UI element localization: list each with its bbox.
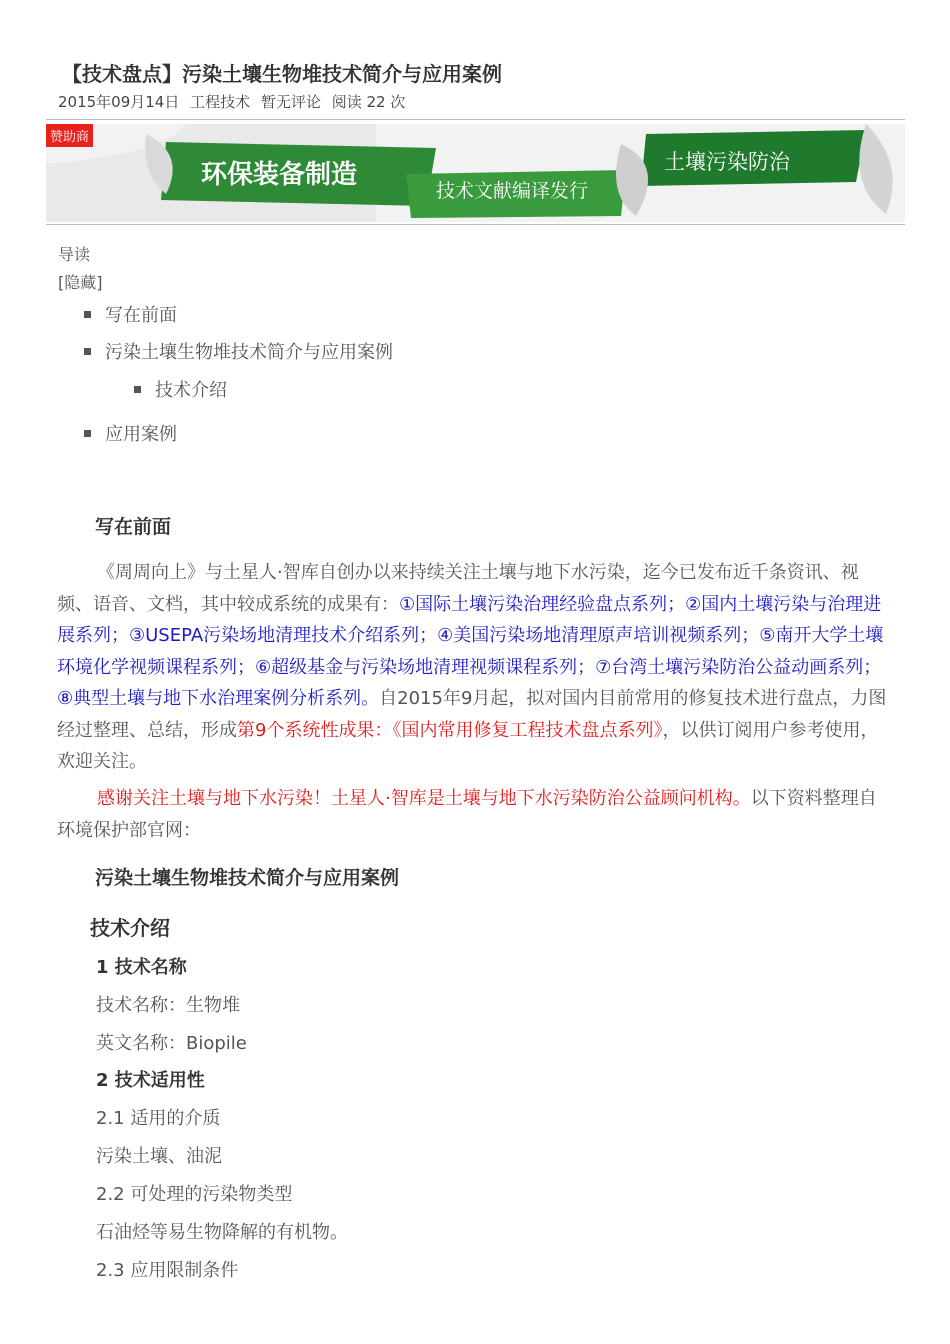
section-2-1: 2.1 适用的介质 [96, 1108, 221, 1129]
bullet-icon [134, 386, 141, 393]
media-text: 污染土壤、油泥 [96, 1146, 222, 1167]
heading-intro: 写在前面 [95, 516, 172, 538]
toc-item-intro[interactable]: 写在前面 [84, 301, 177, 327]
intro-paragraph: 《周周向上》与土星人·智库自创办以来持续关注土壤与地下水污染，迄今已发布近千条资讯、视频、语音、文档，其中较成系统的成果有：①国际土壤污染治理经验盘点系列；②国内土壤污染与治理进展系列；③USEPA污染场地清理技术介绍系列；④美国污染场地清理原声培训视频系列；⑤南开大学土壤环境化学视频课程系列；⑥超级基金与污染场地清理视频课程系列；⑦台湾土壤污染防治公益动画系列；⑧典型土壤与地下水治理案例分析系列。自2015年9月起，拟对国内目前常用的修复技术进行盘点，力图经过整理、总结，形成第9个系统性成果：《国内常用修复工程技术盘点系列》，以供订阅用户参考使用，欢迎关注。 [57, 562, 887, 772]
banner-text-publishing: 技术文献编译发行 [436, 180, 589, 202]
section-1: 1 技术名称 [96, 957, 187, 978]
article-views: 阅读 22 次 [331, 93, 406, 111]
thanks-paragraph: 感谢关注土壤与地下水污染！土星人·智库是土壤与地下水污染防治公益顾问机构。以下资料整理自环境保护部官网： [57, 788, 877, 841]
thanks-highlight: 感谢关注土壤与地下水污染！土星人·智库是土壤与地下水污染防治公益顾问机构。 [97, 788, 751, 809]
article-title: 【技术盘点】污染土壤生物堆技术简介与应用案例 [62, 62, 502, 86]
series-links[interactable]: ①国际土壤污染治理经验盘点系列；②国内土壤污染与治理进展系列；③USEPA污染场地清理技术介绍系列；④美国污染场地清理原声培训视频系列；⑤南开大学土壤环境化学视频课程系列；⑥超级基金与污染场地清理视频课程系列；⑦台湾土壤污染防治公益动画系列；⑧典型土壤与地下水治理案例分析系列。 [57, 593, 884, 709]
series-highlight: 第9个系统性成果：《国内常用修复工程技术盘点系列》 [237, 719, 663, 741]
banner-text-soil: 土壤污染防治 [664, 150, 790, 174]
header-divider [46, 119, 905, 120]
toc-item-main[interactable]: 污染土壤生物堆技术简介与应用案例 [84, 338, 393, 364]
toc-label: 导读 [58, 245, 91, 264]
article-date: 2015年09月14日 [58, 93, 180, 111]
article-meta [58, 91, 405, 112]
toc-toggle[interactable]: [隐藏] [58, 273, 103, 292]
article-comments[interactable]: 暂无评论 [260, 93, 321, 111]
section-2-2: 2.2 可处理的污染物类型 [96, 1184, 293, 1205]
banner-ad[interactable] [46, 124, 905, 222]
heading-tech: 技术介绍 [90, 916, 170, 940]
sponsor-badge: 赞助商 [46, 124, 93, 147]
heading-main: 污染土壤生物堆技术简介与应用案例 [95, 867, 400, 889]
english-name: 英文名称：Biopile [96, 1033, 247, 1054]
bullet-icon [84, 311, 91, 318]
pollutant-text: 石油烃等易生物降解的有机物。 [96, 1222, 348, 1243]
banner-divider [46, 224, 905, 225]
tech-name: 技术名称：生物堆 [96, 995, 240, 1016]
banner-text-equipment: 环保装备制造 [201, 160, 358, 190]
bullet-icon [84, 430, 91, 437]
bullet-icon [84, 348, 91, 355]
section-2: 2 技术适用性 [96, 1070, 205, 1091]
toc-item-cases[interactable]: 应用案例 [84, 420, 177, 446]
article-category[interactable]: 工程技术 [190, 93, 251, 111]
section-2-3: 2.3 应用限制条件 [96, 1260, 239, 1281]
toc-item-tech[interactable]: 技术介绍 [134, 376, 227, 402]
